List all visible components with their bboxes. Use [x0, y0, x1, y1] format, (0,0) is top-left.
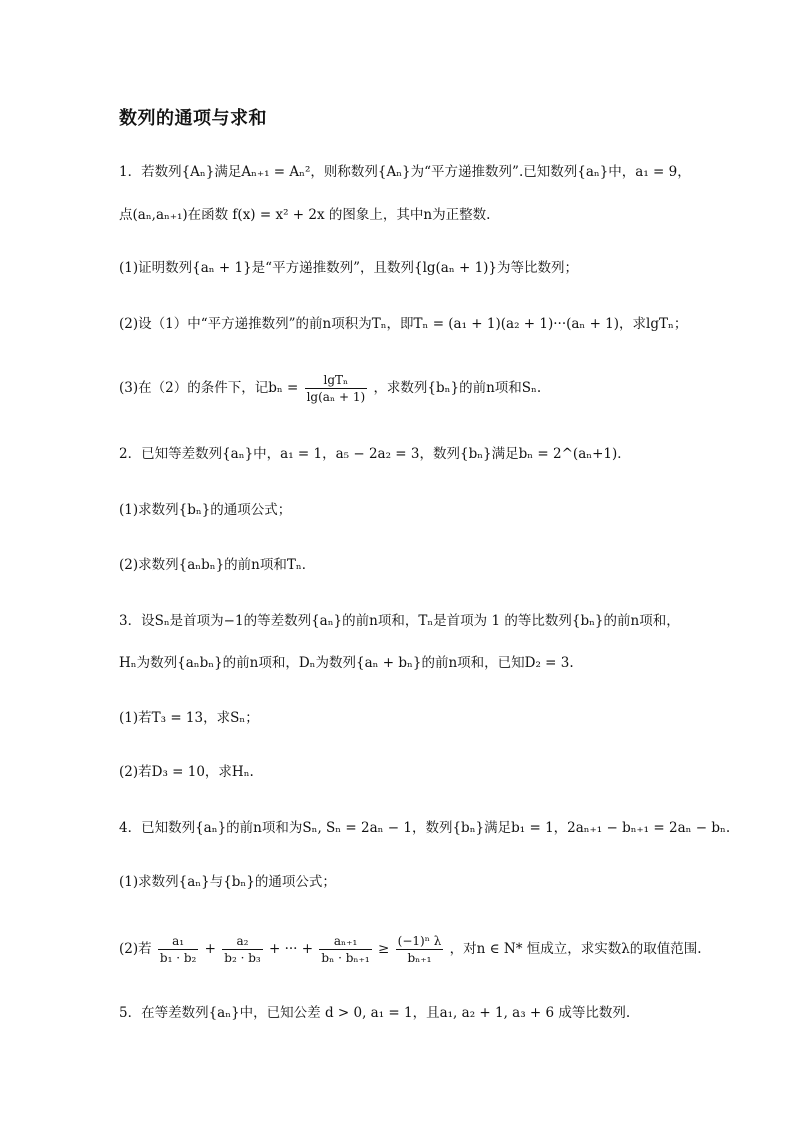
greater-equal-sign: ≥: [378, 941, 390, 957]
fraction-term-n: [319, 933, 371, 966]
problem-1-part-2: (2)设（1）中“平方递推数列”的前n项积为Tₙ，即Tₙ = (a₁ + 1)(a₂ + 1)···(aₙ + 1)，求lgTₙ；: [119, 316, 688, 332]
problem-5-stem: 5．在等差数列{aₙ}中，已知公差 d > 0, a₁ = 1，且a₁, a₂ + 1, a₃ + 6 成等比数列.: [119, 1005, 631, 1021]
problem-3-part-2: (2)若D₃ = 10，求Hₙ.: [119, 764, 254, 780]
fraction-term-2: [222, 933, 262, 966]
problem-1-stem: 1．若数列{Aₙ}满足Aₙ₊₁ = Aₙ²，则称数列{Aₙ}为“平方递推数列”.已知数列{aₙ}中，a₁ = 9，: [119, 164, 691, 180]
fraction-denominator: bₙ · bₙ₊₁: [321, 951, 370, 965]
fraction-rhs: [396, 933, 444, 966]
fraction-denominator: b₂ · b₃: [224, 951, 261, 965]
problem-3-stem-cont: Hₙ为数列{aₙbₙ}的前n项和，Dₙ为数列{aₙ + bₙ}的前n项和，已知D₂ = 3.: [119, 655, 574, 671]
fraction-numerator: (−1)ⁿ λ: [397, 934, 442, 948]
problem-1-stem-cont: 点(aₙ,aₙ₊₁)在函数 f(x) = x² + 2x 的图象上，其中n为正整数.: [119, 207, 491, 223]
problem-4-part-2: [119, 933, 702, 966]
problem-4-part-2-post: ，对n ∈ N* 恒成立，求实数λ的取值范围.: [449, 941, 702, 957]
problem-4-stem: 4．已知数列{aₙ}的前n项和为Sₙ, Sₙ = 2aₙ − 1，数列{bₙ}满足b₁ = 1，2aₙ₊₁ − bₙ₊₁ = 2aₙ − bₙ.: [119, 820, 731, 836]
problem-3-stem: 3．设Sₙ是首项为−1的等差数列{aₙ}的前n项和，Tₙ是首项为 1 的等比数列{bₙ}的前n项和，: [119, 613, 680, 629]
problem-3-part-1: (1)若T₃ = 13，求Sₙ；: [119, 710, 259, 726]
problem-1-part-1: (1)证明数列{aₙ + 1}是“平方递推数列”，且数列{lg(aₙ + 1)}为等比数列；: [119, 260, 579, 276]
fraction-numerator: a₂: [222, 933, 262, 950]
fraction-numerator: lgTₙ: [305, 372, 368, 389]
problem-2-part-1: (1)求数列{bₙ}的通项公式；: [119, 502, 292, 518]
fraction-numerator: aₙ₊₁: [319, 933, 371, 950]
fraction-denominator: bₙ₊₁: [407, 951, 432, 965]
fraction-b-n: [305, 372, 368, 405]
plus-sign: +: [204, 941, 216, 957]
problem-1-part-3: [119, 372, 541, 405]
page-title: 数列的通项与求和: [119, 108, 267, 129]
problem-1-part-3-post: ，求数列{bₙ}的前n项和Sₙ.: [373, 380, 542, 396]
fraction-term-1: [158, 933, 198, 966]
problem-2-part-2: (2)求数列{aₙbₙ}的前n项和Tₙ．: [119, 557, 316, 573]
fraction-numerator: a₁: [158, 933, 198, 950]
problem-4-part-1: (1)求数列{aₙ}与{bₙ}的通项公式；: [119, 874, 336, 890]
problem-4-part-2-pre: (2)若: [119, 941, 152, 957]
fraction-denominator: lg(aₙ + 1): [306, 390, 366, 404]
fraction-denominator: b₁ · b₂: [159, 951, 197, 965]
ellipsis-sum: + ··· +: [269, 941, 314, 957]
problem-2-stem: 2．已知等差数列{aₙ}中，a₁ = 1，a₅ − 2a₂ = 3，数列{bₙ}满足bₙ = 2^(aₙ+1)．: [119, 446, 631, 462]
problem-1-part-3-pre: (3)在（2）的条件下，记bₙ =: [119, 380, 299, 396]
